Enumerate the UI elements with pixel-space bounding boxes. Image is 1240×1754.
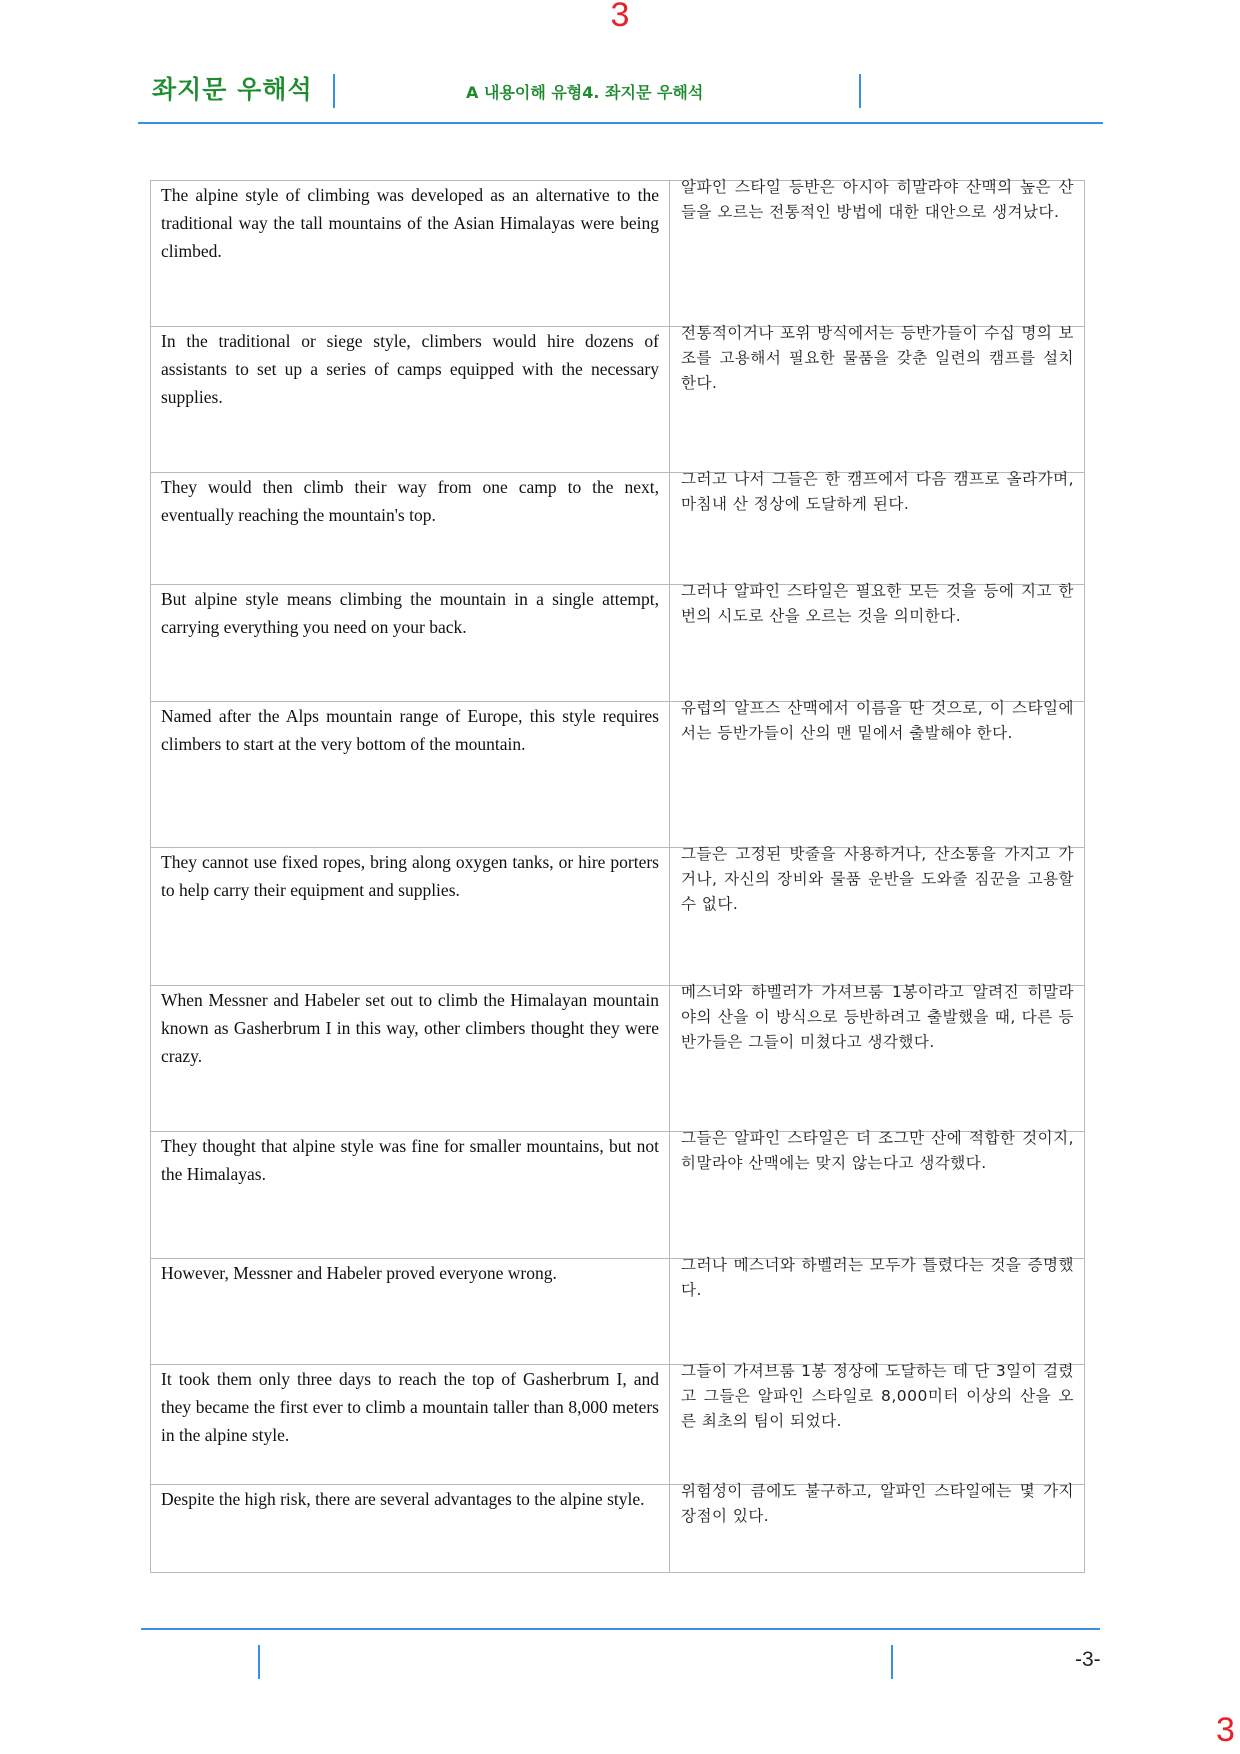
korean-translation: 그러나 알파인 스타일은 필요한 모든 것을 등에 지고 한 번의 시도로 산을 오르는 것을 의미한다.	[670, 585, 1085, 702]
table-row	[151, 585, 1085, 702]
english-sentence: It took them only three days to reach the top of Gasherbrum I, and they became the first ever to climb a mountain taller than 8,000 meters in the alpine style.	[151, 1365, 670, 1485]
korean-translation: 그들이 가셔브룸 1봉 정상에 도달하는 데 단 3일이 걸렸고 그들은 알파인 스타일로 8,000미터 이상의 산을 오른 최초의 팀이 되었다.	[670, 1365, 1085, 1485]
korean-translation: 그들은 알파인 스타일은 더 조그만 산에 적합한 것이지, 히말라야 산맥에는 맞지 않는다고 생각했다.	[670, 1132, 1085, 1259]
footer-divider-right	[891, 1645, 893, 1679]
english-sentence: When Messner and Habeler set out to climb the Himalayan mountain known as Gasherbrum I in this way, other climbers thought they were crazy.	[151, 986, 670, 1132]
table-row	[151, 702, 1085, 848]
english-sentence: They thought that alpine style was fine for smaller mountains, but not the Himalayas.	[151, 1132, 670, 1259]
table-row	[151, 181, 1085, 327]
korean-translation: 유럽의 알프스 산맥에서 이름을 딴 것으로, 이 스타일에서는 등반가들이 산의 맨 밑에서 출발해야 한다.	[670, 702, 1085, 848]
header-divider-right	[859, 74, 861, 108]
footer-rule	[141, 1628, 1100, 1630]
korean-translation: 그러나 메스너와 하벨러는 모두가 틀렸다는 것을 증명했다.	[670, 1259, 1085, 1365]
english-sentence: In the traditional or siege style, climbers would hire dozens of assistants to set up a series of camps equipped with the necessary supplies.	[151, 327, 670, 473]
page-number: -3-	[1075, 1648, 1101, 1671]
korean-translation: 메스너와 하벨러가 가셔브룸 1봉이라고 알려진 히말라야의 산을 이 방식으로 등반하려고 출발했을 때, 다른 등반가들은 그들이 미쳤다고 생각했다.	[670, 986, 1085, 1132]
korean-translation: 그러고 나서 그들은 한 캠프에서 다음 캠프로 올라가며, 마침내 산 정상에 도달하게 된다.	[670, 473, 1085, 585]
header-rule	[138, 122, 1103, 124]
english-sentence: They would then climb their way from one camp to the next, eventually reaching the mountain's top.	[151, 473, 670, 585]
english-sentence: The alpine style of climbing was developed as an alternative to the traditional way the tall mountains of the Asian Himalayas were being climbed.	[151, 181, 670, 327]
table-row	[151, 327, 1085, 473]
table-row	[151, 986, 1085, 1132]
page-marker: 3	[610, 0, 630, 34]
korean-translation: 알파인 스타일 등반은 아시아 히말라야 산맥의 높은 산들을 오르는 전통적인 방법에 대한 대안으로 생겨났다.	[670, 181, 1085, 327]
korean-translation: 위험성이 큼에도 불구하고, 알파인 스타일에는 몇 가지 장점이 있다.	[670, 1485, 1085, 1573]
footer-divider-left	[258, 1645, 260, 1679]
table-row	[151, 473, 1085, 585]
table-row	[151, 1259, 1085, 1365]
header-title: 좌지문 우해석	[152, 75, 313, 104]
english-sentence: Named after the Alps mountain range of Europe, this style requires climbers to start at the very bottom of the mountain.	[151, 702, 670, 848]
table-row	[151, 1485, 1085, 1573]
english-sentence: They cannot use fixed ropes, bring along oxygen tanks, or hire porters to help carry their equipment and supplies.	[151, 848, 670, 986]
corner-marker: 3	[1216, 1711, 1235, 1749]
header-subtitle: A 내용이해 유형4. 좌지문 우해석	[466, 83, 704, 102]
header-divider-left	[333, 74, 335, 108]
korean-translation: 전통적이거나 포위 방식에서는 등반가들이 수십 명의 보조를 고용해서 필요한 물품을 갖춘 일련의 캠프를 설치한다.	[670, 327, 1085, 473]
table-row	[151, 1132, 1085, 1259]
translation-table	[150, 180, 1085, 1573]
table-row	[151, 848, 1085, 986]
english-sentence: However, Messner and Habeler proved everyone wrong.	[151, 1259, 670, 1365]
korean-translation: 그들은 고정된 밧줄을 사용하거나, 산소통을 가지고 가거나, 자신의 장비와 물품 운반을 도와줄 짐꾼을 고용할 수 없다.	[670, 848, 1085, 986]
english-sentence: Despite the high risk, there are several advantages to the alpine style.	[151, 1485, 670, 1573]
english-sentence: But alpine style means climbing the mountain in a single attempt, carrying everything you need on your back.	[151, 585, 670, 702]
table-row	[151, 1365, 1085, 1485]
